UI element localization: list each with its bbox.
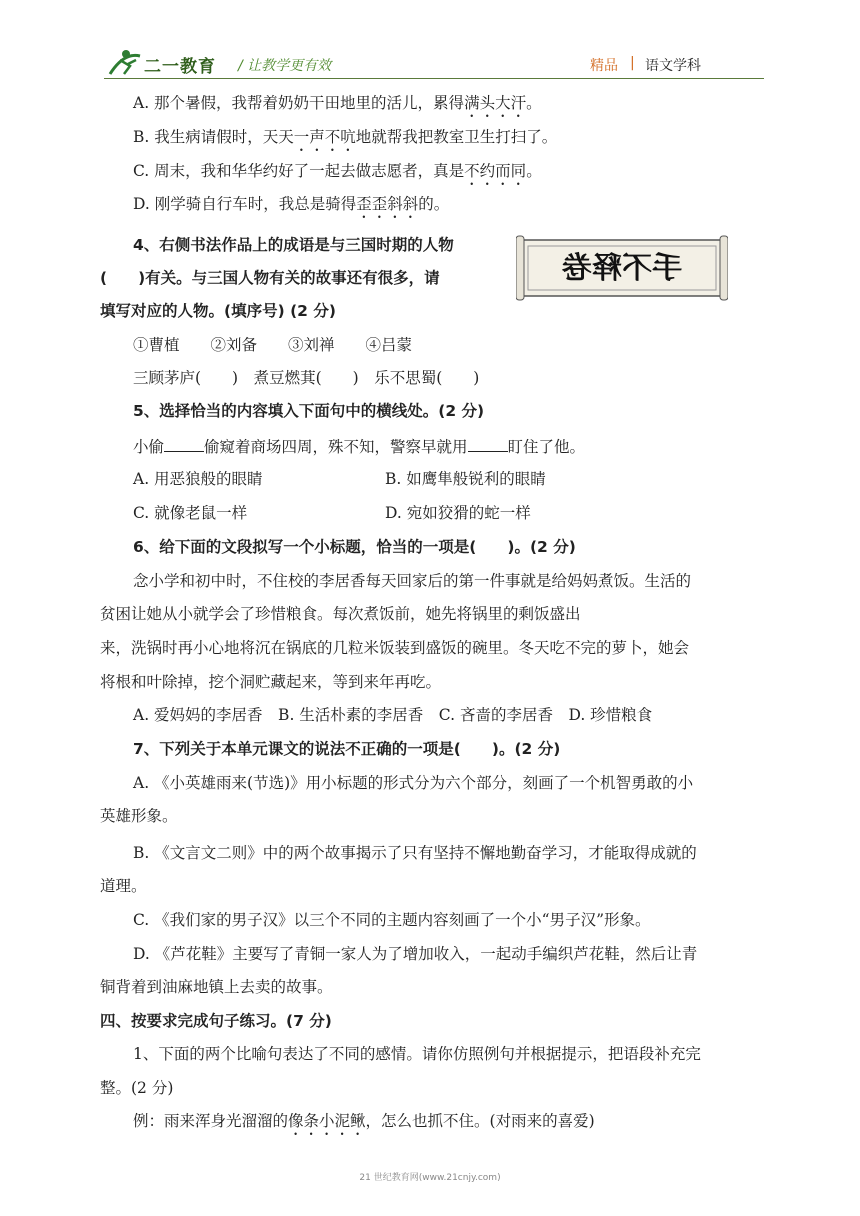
q5-option-b: B. 如鹰隼般锐利的眼睛 (385, 470, 546, 488)
q5-sentence: 小偷 偷窥着商场四周，殊不知，警察早就用 盯住了他。 (133, 435, 585, 458)
header-divider (104, 78, 764, 79)
q7-option-b-line1: B. 《文言文二则》中的两个故事揭示了只有坚持不懈地勤奋学习，才能取得成就的 (133, 844, 697, 862)
q6-options: A. 爱妈妈的李居香 B. 生活朴素的李居香 C. 吝啬的李居香 D. 珍惜粮食 (133, 706, 653, 724)
page-footer: 21 世纪教育网(www.21cnjy.com) (359, 1173, 501, 1183)
q7-option-b-line2: 道理。 (100, 877, 147, 895)
q7-option-a-line2: 英雄形象。 (100, 807, 178, 825)
q4-choices: ①曹植 ②刘备 ③刘禅 ④吕蒙 (133, 336, 413, 354)
q7-option-d-line2: 铜背着到油麻地镇上去卖的故事。 (100, 978, 333, 996)
q3-option-b: B. 我生病请假时，天天一声不吭地就帮我把教室卫生打扫了。 (133, 128, 558, 146)
q5-option-d: D. 宛如狡猾的蛇一样 (385, 504, 531, 522)
q5-blank-2[interactable] (468, 435, 508, 452)
q5-title: 5、选择恰当的内容填入下面句中的横线处。(2 分) (133, 402, 485, 420)
q7-title: 7、下列关于本单元课文的说法不正确的一项是( )。(2 分) (133, 740, 561, 758)
q3-option-c: C. 周末，我和华华约好了一起去做志愿者，真是不约而同。 (133, 162, 542, 180)
q3-option-d: D. 刚学骑自行车时，我总是骑得歪歪斜斜的。 (133, 195, 450, 213)
q6-paragraph-line2: 贫困让她从小就学会了珍惜粮食。每次煮饭前，她先将锅里的剩饭盛出 (100, 605, 581, 623)
q5-blank-1[interactable] (164, 435, 204, 452)
q6-paragraph-line1: 念小学和初中时，不住校的李居香每天回家后的第一件事就是给妈妈煮饭。生活的 (133, 572, 692, 590)
q6-paragraph-line4: 将根和叶除掉，挖个洞贮藏起来，等到来年再吃。 (100, 673, 442, 691)
header-separator: | (630, 55, 635, 71)
header-quality-label: 精品 (590, 58, 618, 74)
header-slogan: / 让教学更有效 (238, 58, 332, 74)
logo-text: 二一教育 (144, 57, 216, 77)
q7-option-d-line1: D. 《芦花鞋》主要写了青铜一家人为了增加收入，一起动手编织芦花鞋，然后让青 (133, 945, 698, 963)
q7-option-c: C. 《我们家的男子汉》以三个不同的主题内容刻画了一个小“男子汉”形象。 (133, 911, 651, 929)
q7-option-a-line1: A. 《小英雄雨来(节选)》用小标题的形式分为六个部分，刻画了一个机智勇敢的小 (133, 774, 694, 792)
q4-title-line1: 4、右侧书法作品上的成语是与三国时期的人物 (133, 236, 454, 254)
header-subject-label: 语文学科 (645, 58, 701, 74)
q4-title-line2: ( )有关。与三国人物有关的故事还有很多，请 (100, 269, 440, 287)
q3-option-a: A. 那个暑假，我帮着奶奶干田地里的活儿，累得满头大汗。 (133, 94, 542, 112)
section4-q1-line1: 1、下面的两个比喻句表达了不同的感情。请你仿照例句并根据提示，把语段补充完 (133, 1045, 701, 1063)
calligraphy-scroll-image (516, 234, 728, 302)
q4-title-line3: 填写对应的人物。(填序号) (2 分) (100, 302, 336, 320)
section4-title: 四、按要求完成句子练习。(7 分) (100, 1012, 332, 1030)
calligraphy-text: 手不释卷 (562, 251, 682, 286)
section4-q1-line2: 整。(2 分) (100, 1079, 174, 1097)
q5-option-c: C. 就像老鼠一样 (133, 504, 248, 522)
q6-paragraph-line3: 来，洗锅时再小心地将沉在锅底的几粒米饭装到盛饭的碗里。冬天吃不完的萝卜，她会 (100, 639, 690, 657)
q6-title: 6、给下面的文段拟写一个小标题，恰当的一项是( )。(2 分) (133, 538, 576, 556)
q5-option-a: A. 用恶狼般的眼睛 (133, 470, 263, 488)
section4-example: 例：雨来浑身光溜溜的像条小泥鳅，怎么也抓不住。(对雨来的喜爱) (133, 1112, 595, 1130)
q4-fill-blanks: 三顾茅庐( ) 煮豆燃萁( ) 乐不思蜀( ) (133, 369, 480, 387)
